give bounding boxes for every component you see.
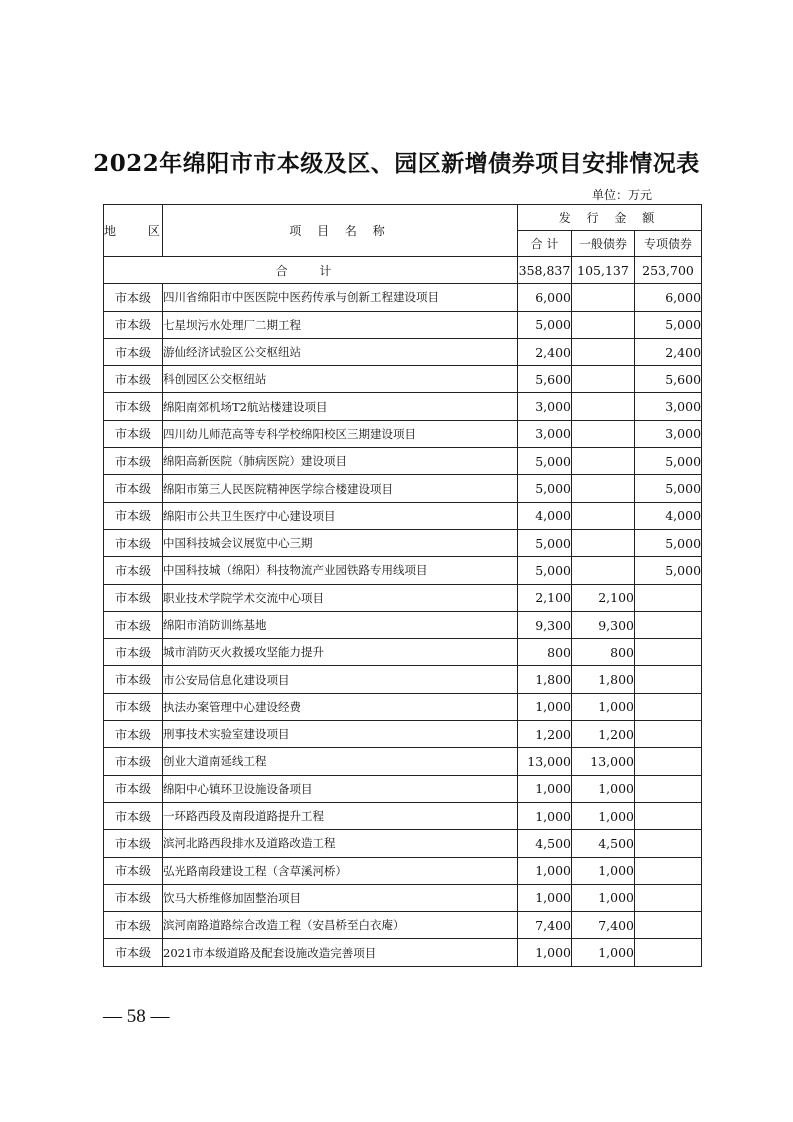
region-cell: 市本级: [104, 311, 163, 338]
special-bond-cell: [635, 884, 702, 911]
page-title: 2022年绵阳市市本级及区、园区新增债券项目安排情况表: [93, 150, 700, 177]
special-bond-cell: [635, 802, 702, 829]
general-bond-cell: [572, 284, 635, 311]
general-bond-cell: [572, 338, 635, 365]
special-bond-cell: 5,000: [635, 529, 702, 556]
special-bond-cell: [635, 721, 702, 748]
special-bond-cell: [635, 830, 702, 857]
special-bond-cell: 3,000: [635, 420, 702, 447]
general-bond-cell: [572, 502, 635, 529]
general-bond-cell: 1,000: [572, 884, 635, 911]
special-bond-cell: 3,000: [635, 393, 702, 420]
special-bond-cell: 5,000: [635, 475, 702, 502]
table-row: [104, 721, 702, 748]
region-cell: 市本级: [104, 721, 163, 748]
region-cell: 市本级: [104, 775, 163, 802]
region-cell: 市本级: [104, 857, 163, 884]
total-amount-cell: 2,400: [518, 338, 572, 365]
project-name-cell: 饮马大桥维修加固整治项目: [163, 884, 518, 911]
table-row: [104, 884, 702, 911]
table-row: [104, 939, 702, 966]
project-name-cell: 市公安局信息化建设项目: [163, 666, 518, 693]
total-amount-cell: 4,000: [518, 502, 572, 529]
general-bond-cell: 4,500: [572, 830, 635, 857]
total-amount-cell: 2,100: [518, 584, 572, 611]
region-cell: 市本级: [104, 284, 163, 311]
table-row: [104, 502, 702, 529]
general-bond-cell: 1,800: [572, 666, 635, 693]
project-name-cell: 滨河北路西段排水及道路改造工程: [163, 830, 518, 857]
total-amount-cell: 4,500: [518, 830, 572, 857]
region-cell: 市本级: [104, 912, 163, 939]
project-name-cell: 四川省绵阳市中医医院中医药传承与创新工程建设项目: [163, 284, 518, 311]
special-bond-cell: 5,600: [635, 366, 702, 393]
table-row: [104, 557, 702, 584]
region-cell: 市本级: [104, 529, 163, 556]
total-amount-cell: 1,000: [518, 693, 572, 720]
table-row: [104, 639, 702, 666]
total-amount-cell: 5,000: [518, 557, 572, 584]
region-cell: 市本级: [104, 448, 163, 475]
region-cell: 市本级: [104, 830, 163, 857]
total-amount-cell: 1,000: [518, 775, 572, 802]
special-bond-cell: [635, 939, 702, 966]
unit-label: 单位：万元: [592, 188, 653, 202]
table-row: [104, 529, 702, 556]
header-region: 地 区: [104, 205, 163, 257]
special-bond-cell: 4,000: [635, 502, 702, 529]
general-bond-cell: [572, 311, 635, 338]
table-row: [104, 748, 702, 775]
special-bond-cell: [635, 584, 702, 611]
region-cell: 市本级: [104, 611, 163, 638]
project-name-cell: 中国科技城会议展览中心三期: [163, 529, 518, 556]
header-general: 一般债券: [572, 231, 635, 257]
table-row: [104, 284, 702, 311]
table-row: [104, 857, 702, 884]
total-amount-cell: 9,300: [518, 611, 572, 638]
table-row: [104, 693, 702, 720]
special-bond-cell: 5,000: [635, 557, 702, 584]
header-amount-group: 发 行 金 额: [518, 205, 702, 231]
project-name-cell: 科创园区公交枢纽站: [163, 366, 518, 393]
region-cell: 市本级: [104, 884, 163, 911]
special-bond-cell: 5,000: [635, 311, 702, 338]
total-amount-cell: 1,000: [518, 857, 572, 884]
special-bond-cell: 6,000: [635, 284, 702, 311]
table-row: [104, 475, 702, 502]
table-row: [104, 393, 702, 420]
project-name-cell: 职业技术学院学术交流中心项目: [163, 584, 518, 611]
region-cell: 市本级: [104, 338, 163, 365]
project-name-cell: 一环路西段及南段道路提升工程: [163, 802, 518, 829]
total-amount-cell: 1,000: [518, 939, 572, 966]
header-special: 专项债券: [635, 231, 702, 257]
total-amount-cell: 1,800: [518, 666, 572, 693]
project-name-cell: 2021市本级道路及配套设施改造完善项目: [163, 939, 518, 966]
table-row: [104, 611, 702, 638]
region-cell: 市本级: [104, 639, 163, 666]
totals-row: [104, 257, 702, 284]
special-bond-cell: [635, 639, 702, 666]
general-bond-cell: [572, 557, 635, 584]
special-bond-cell: [635, 693, 702, 720]
total-amount-cell: 5,600: [518, 366, 572, 393]
general-bond-cell: 1,000: [572, 802, 635, 829]
region-cell: 市本级: [104, 420, 163, 447]
header-project-name: 项 目 名 称: [163, 205, 518, 257]
table-row: [104, 366, 702, 393]
table-row: [104, 830, 702, 857]
project-name-cell: 绵阳市公共卫生医疗中心建设项目: [163, 502, 518, 529]
total-amount-cell: 800: [518, 639, 572, 666]
special-bond-cell: [635, 666, 702, 693]
total-amount-cell: 5,000: [518, 311, 572, 338]
region-cell: 市本级: [104, 939, 163, 966]
special-bond-cell: [635, 611, 702, 638]
project-name-cell: 滨河南路道路综合改造工程（安昌桥至白衣庵）: [163, 912, 518, 939]
general-bond-cell: 1,000: [572, 693, 635, 720]
total-amount-cell: 6,000: [518, 284, 572, 311]
totals-total: 358,837: [518, 257, 572, 284]
region-cell: 市本级: [104, 393, 163, 420]
total-amount-cell: 5,000: [518, 475, 572, 502]
total-amount-cell: 13,000: [518, 748, 572, 775]
general-bond-cell: 7,400: [572, 912, 635, 939]
table-row: [104, 775, 702, 802]
totals-special: 253,700: [635, 257, 702, 284]
total-amount-cell: 1,200: [518, 721, 572, 748]
region-cell: 市本级: [104, 366, 163, 393]
region-cell: 市本级: [104, 475, 163, 502]
general-bond-cell: 9,300: [572, 611, 635, 638]
total-amount-cell: 7,400: [518, 912, 572, 939]
project-name-cell: 七星坝污水处理厂二期工程: [163, 311, 518, 338]
total-amount-cell: 3,000: [518, 420, 572, 447]
project-name-cell: 绵阳南郊机场T2航站楼建设项目: [163, 393, 518, 420]
general-bond-cell: [572, 366, 635, 393]
general-bond-cell: 800: [572, 639, 635, 666]
project-name-cell: 绵阳市第三人民医院精神医学综合楼建设项目: [163, 475, 518, 502]
project-name-cell: 绵阳市消防训练基地: [163, 611, 518, 638]
total-amount-cell: 5,000: [518, 448, 572, 475]
table-row: [104, 448, 702, 475]
general-bond-cell: 13,000: [572, 748, 635, 775]
header-row-1: [104, 205, 702, 231]
general-bond-cell: 2,100: [572, 584, 635, 611]
general-bond-cell: 1,000: [572, 857, 635, 884]
total-amount-cell: 1,000: [518, 802, 572, 829]
project-name-cell: 绵阳高新医院（肺病医院）建设项目: [163, 448, 518, 475]
bond-projects-table: [103, 204, 702, 967]
header-total: 合 计: [518, 231, 572, 257]
table-row: [104, 584, 702, 611]
project-name-cell: 刑事技术实验室建设项目: [163, 721, 518, 748]
region-cell: 市本级: [104, 666, 163, 693]
special-bond-cell: 5,000: [635, 448, 702, 475]
general-bond-cell: 1,000: [572, 775, 635, 802]
special-bond-cell: 2,400: [635, 338, 702, 365]
project-name-cell: 城市消防灭火救援攻坚能力提升: [163, 639, 518, 666]
total-amount-cell: 1,000: [518, 884, 572, 911]
totals-general: 105,137: [572, 257, 635, 284]
special-bond-cell: [635, 912, 702, 939]
project-name-cell: 创业大道南延线工程: [163, 748, 518, 775]
special-bond-cell: [635, 857, 702, 884]
page-number: — 58 —: [103, 1006, 170, 1027]
general-bond-cell: [572, 529, 635, 556]
special-bond-cell: [635, 748, 702, 775]
region-cell: 市本级: [104, 693, 163, 720]
region-cell: 市本级: [104, 584, 163, 611]
totals-label: 合 计: [104, 257, 518, 284]
region-cell: 市本级: [104, 748, 163, 775]
table-row: [104, 912, 702, 939]
table-row: [104, 420, 702, 447]
special-bond-cell: [635, 775, 702, 802]
project-name-cell: 四川幼儿师范高等专科学校绵阳校区三期建设项目: [163, 420, 518, 447]
total-amount-cell: 3,000: [518, 393, 572, 420]
table-row: [104, 666, 702, 693]
general-bond-cell: [572, 393, 635, 420]
table-row: [104, 338, 702, 365]
general-bond-cell: 1,000: [572, 939, 635, 966]
general-bond-cell: [572, 420, 635, 447]
table-row: [104, 311, 702, 338]
table-row: [104, 802, 702, 829]
general-bond-cell: 1,200: [572, 721, 635, 748]
project-name-cell: 中国科技城（绵阳）科技物流产业园铁路专用线项目: [163, 557, 518, 584]
region-cell: 市本级: [104, 802, 163, 829]
project-name-cell: 弘光路南段建设工程（含草溪河桥）: [163, 857, 518, 884]
region-cell: 市本级: [104, 502, 163, 529]
region-cell: 市本级: [104, 557, 163, 584]
total-amount-cell: 5,000: [518, 529, 572, 556]
general-bond-cell: [572, 448, 635, 475]
project-name-cell: 绵阳中心镇环卫设施设备项目: [163, 775, 518, 802]
general-bond-cell: [572, 475, 635, 502]
project-name-cell: 执法办案管理中心建设经费: [163, 693, 518, 720]
project-name-cell: 游仙经济试验区公交枢纽站: [163, 338, 518, 365]
